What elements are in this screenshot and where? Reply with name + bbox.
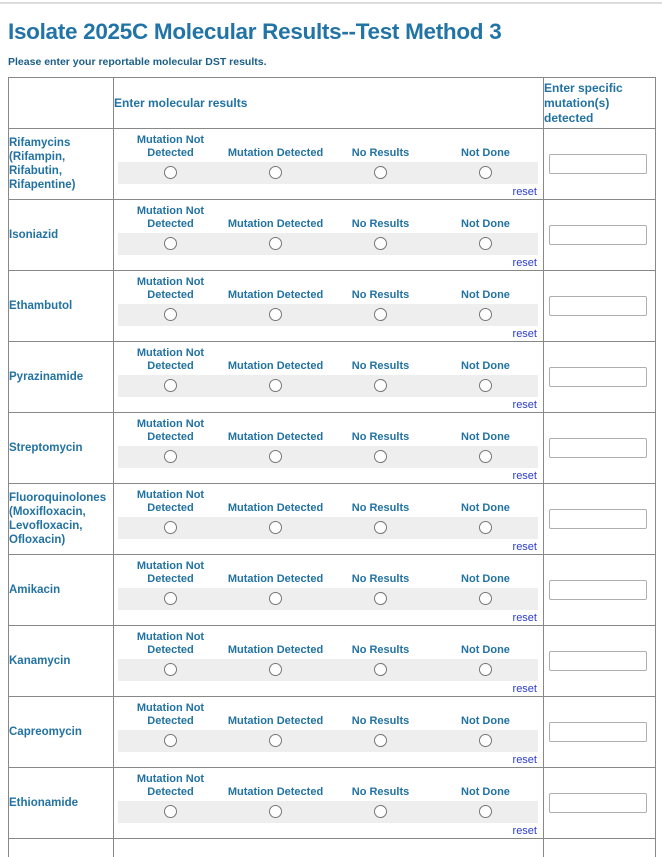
drug-name: Fluoroquinolones (Moxifloxacin, Levofloxacin, Ofloxacin)	[9, 484, 114, 555]
radio-strip	[118, 233, 538, 255]
radio-mutation-not-detected[interactable]	[164, 237, 177, 250]
specific-mutation-cell	[544, 342, 656, 413]
mutation-input[interactable]	[549, 722, 647, 742]
radio-cell	[223, 448, 328, 466]
radio-mutation-detected[interactable]	[269, 663, 282, 676]
radio-not-done[interactable]	[479, 237, 492, 250]
molecular-results-cell	[114, 200, 544, 271]
option-label-no-results: No Results	[328, 218, 433, 231]
radio-not-done[interactable]	[479, 308, 492, 321]
radio-cell	[223, 732, 328, 750]
radio-mutation-detected[interactable]	[269, 521, 282, 534]
table-row	[9, 626, 656, 697]
option-labels	[118, 342, 543, 373]
radio-mutation-detected[interactable]	[269, 379, 282, 392]
radio-mutation-detected[interactable]	[269, 166, 282, 179]
option-label-no-results: No Results	[328, 360, 433, 373]
radio-mutation-detected[interactable]	[269, 734, 282, 747]
option-label-not-done: Not Done	[433, 786, 538, 799]
option-label-mutation-detected: Mutation Detected	[223, 218, 328, 231]
drug-name: Rifamycins (Rifampin, Rifabutin, Rifapentine)	[9, 129, 114, 200]
radio-cell	[223, 661, 328, 679]
option-labels	[118, 129, 543, 160]
mutation-input[interactable]	[549, 509, 647, 529]
radio-cell	[118, 519, 223, 537]
column-header-enter-molecular-results: Enter molecular results	[114, 78, 544, 129]
radio-cell	[223, 803, 328, 821]
radio-cell	[223, 164, 328, 182]
radio-not-done[interactable]	[479, 166, 492, 179]
radio-no-results[interactable]	[374, 734, 387, 747]
radio-mutation-detected[interactable]	[269, 308, 282, 321]
reset-row	[114, 397, 543, 412]
radio-mutation-not-detected[interactable]	[164, 521, 177, 534]
radio-cell	[433, 235, 538, 253]
radio-cell	[328, 661, 433, 679]
specific-mutation-cell	[544, 484, 656, 555]
page	[0, 2, 662, 857]
option-label-mutation-detected: Mutation Detected	[223, 502, 328, 515]
option-label-mutation-not-detected: Mutation Not Detected	[118, 489, 223, 515]
option-label-not-done: Not Done	[433, 715, 538, 728]
option-labels	[118, 484, 543, 515]
column-header-enter-specific-mutations: Enter specific mutation(s) detected	[544, 78, 656, 129]
option-label-not-done: Not Done	[433, 289, 538, 302]
mutation-input[interactable]	[549, 580, 647, 600]
option-labels	[118, 271, 543, 302]
reset-row	[114, 326, 543, 341]
radio-mutation-not-detected[interactable]	[164, 734, 177, 747]
table-row	[9, 200, 656, 271]
radio-cell	[328, 803, 433, 821]
specific-mutation-cell	[544, 129, 656, 200]
specific-mutation-cell	[544, 555, 656, 626]
option-label-no-results: No Results	[328, 786, 433, 799]
option-label-mutation-not-detected: Mutation Not Detected	[118, 134, 223, 160]
radio-cell	[118, 448, 223, 466]
radio-cell	[433, 803, 538, 821]
radio-no-results[interactable]	[374, 237, 387, 250]
radio-cell	[118, 377, 223, 395]
reset-link[interactable]: reset	[513, 470, 537, 482]
specific-mutation-cell	[544, 768, 656, 839]
radio-mutation-not-detected[interactable]	[164, 592, 177, 605]
option-label-not-done: Not Done	[433, 502, 538, 515]
molecular-results-cell	[114, 626, 544, 697]
option-label-no-results: No Results	[328, 715, 433, 728]
reset-row	[114, 468, 543, 483]
radio-no-results[interactable]	[374, 592, 387, 605]
radio-cell	[223, 590, 328, 608]
radio-cell	[328, 306, 433, 324]
radio-mutation-not-detected[interactable]	[164, 805, 177, 818]
radio-cell	[433, 448, 538, 466]
radio-strip	[118, 801, 538, 823]
option-label-mutation-not-detected: Mutation Not Detected	[118, 205, 223, 231]
option-label-not-done: Not Done	[433, 218, 538, 231]
radio-not-done[interactable]	[479, 450, 492, 463]
radio-strip	[118, 588, 538, 610]
radio-no-results[interactable]	[374, 663, 387, 676]
radio-mutation-detected[interactable]	[269, 592, 282, 605]
radio-cell	[223, 306, 328, 324]
radio-cell	[223, 377, 328, 395]
radio-not-done[interactable]	[479, 663, 492, 676]
radio-cell	[328, 590, 433, 608]
radio-strip	[118, 446, 538, 468]
top-divider	[0, 2, 662, 4]
radio-not-done[interactable]	[479, 592, 492, 605]
radio-not-done[interactable]	[479, 379, 492, 392]
reset-row	[114, 255, 543, 270]
radio-cell	[433, 306, 538, 324]
table-row	[9, 484, 656, 555]
radio-cell	[328, 164, 433, 182]
option-labels	[118, 413, 543, 444]
table-row	[9, 342, 656, 413]
radio-cell	[433, 732, 538, 750]
option-label-mutation-detected: Mutation Detected	[223, 360, 328, 373]
option-label-not-done: Not Done	[433, 147, 538, 160]
reset-link[interactable]: reset	[513, 257, 537, 269]
radio-no-results[interactable]	[374, 521, 387, 534]
option-label-mutation-not-detected: Mutation Not Detected	[118, 276, 223, 302]
reset-row	[114, 184, 543, 199]
reset-link[interactable]: reset	[513, 683, 537, 695]
radio-not-done[interactable]	[479, 805, 492, 818]
radio-cell	[433, 661, 538, 679]
radio-strip	[118, 730, 538, 752]
mutation-input[interactable]	[549, 438, 647, 458]
option-label-not-done: Not Done	[433, 360, 538, 373]
table-row	[9, 413, 656, 484]
radio-cell	[433, 377, 538, 395]
radio-cell	[328, 377, 433, 395]
option-label-not-done: Not Done	[433, 644, 538, 657]
drug-name: Capreomycin	[9, 697, 114, 768]
radio-no-results[interactable]	[374, 308, 387, 321]
mutation-input[interactable]	[549, 296, 647, 316]
table-row	[9, 768, 656, 839]
mutation-input[interactable]	[549, 651, 647, 671]
option-labels	[118, 626, 543, 657]
reset-link[interactable]: reset	[513, 186, 537, 198]
option-label-mutation-detected: Mutation Detected	[223, 289, 328, 302]
molecular-results-cell	[114, 555, 544, 626]
reset-row	[114, 823, 543, 838]
radio-mutation-not-detected[interactable]	[164, 166, 177, 179]
radio-cell	[118, 235, 223, 253]
radio-cell	[433, 590, 538, 608]
reset-row	[114, 681, 543, 696]
molecular-results-cell	[114, 697, 544, 768]
radio-cell	[328, 448, 433, 466]
option-label-mutation-detected: Mutation Detected	[223, 431, 328, 444]
mutation-input[interactable]	[549, 225, 647, 245]
specific-mutation-cell	[544, 200, 656, 271]
specific-mutation-cell	[544, 271, 656, 342]
radio-cell	[118, 590, 223, 608]
option-label-mutation-detected: Mutation Detected	[223, 715, 328, 728]
radio-cell	[223, 235, 328, 253]
radio-cell	[328, 519, 433, 537]
page-subtitle: Please enter your reportable molecular DST results.	[8, 56, 654, 68]
radio-cell	[118, 306, 223, 324]
radio-no-results[interactable]	[374, 166, 387, 179]
option-label-no-results: No Results	[328, 431, 433, 444]
option-label-mutation-not-detected: Mutation Not Detected	[118, 702, 223, 728]
reset-link[interactable]: reset	[513, 825, 537, 837]
molecular-results-cell	[114, 768, 544, 839]
molecular-results-cell	[114, 413, 544, 484]
option-label-not-done: Not Done	[433, 573, 538, 586]
option-label-mutation-not-detected: Mutation Not Detected	[118, 560, 223, 586]
table-row	[9, 271, 656, 342]
option-label-not-done: Not Done	[433, 431, 538, 444]
radio-mutation-not-detected[interactable]	[164, 663, 177, 676]
mutation-input[interactable]	[549, 793, 647, 813]
radio-mutation-not-detected[interactable]	[164, 450, 177, 463]
reset-link[interactable]: reset	[513, 541, 537, 553]
drug-name: Isoniazid	[9, 200, 114, 271]
reset-link[interactable]: reset	[513, 612, 537, 624]
reset-row	[114, 752, 543, 767]
molecular-results-table	[8, 77, 656, 857]
option-label-no-results: No Results	[328, 573, 433, 586]
radio-not-done[interactable]	[479, 521, 492, 534]
drug-column-header	[9, 78, 114, 129]
radio-cell	[433, 519, 538, 537]
reset-link[interactable]: reset	[513, 399, 537, 411]
drug-name: Streptomycin	[9, 413, 114, 484]
option-labels	[118, 200, 543, 231]
specific-mutation-cell	[544, 697, 656, 768]
option-label-no-results: No Results	[328, 502, 433, 515]
radio-cell	[118, 661, 223, 679]
drug-name: Amikacin	[9, 555, 114, 626]
radio-cell	[118, 803, 223, 821]
radio-mutation-detected[interactable]	[269, 237, 282, 250]
radio-no-results[interactable]	[374, 379, 387, 392]
option-label-no-results: No Results	[328, 289, 433, 302]
table-row	[9, 697, 656, 768]
option-labels	[118, 697, 543, 728]
radio-strip	[118, 375, 538, 397]
mutation-input[interactable]	[549, 367, 647, 387]
radio-no-results[interactable]	[374, 805, 387, 818]
table-row	[9, 555, 656, 626]
option-label-mutation-detected: Mutation Detected	[223, 644, 328, 657]
radio-cell	[328, 732, 433, 750]
reset-link[interactable]: reset	[513, 328, 537, 340]
drug-name: Ethionamide	[9, 768, 114, 839]
molecular-results-cell	[114, 484, 544, 555]
table-header-row	[9, 78, 656, 129]
radio-cell	[118, 164, 223, 182]
option-label-mutation-not-detected: Mutation Not Detected	[118, 418, 223, 444]
molecular-results-cell	[114, 342, 544, 413]
radio-mutation-detected[interactable]	[269, 805, 282, 818]
radio-cell	[433, 164, 538, 182]
radio-cell	[118, 732, 223, 750]
option-label-no-results: No Results	[328, 147, 433, 160]
radio-no-results[interactable]	[374, 450, 387, 463]
radio-mutation-not-detected[interactable]	[164, 308, 177, 321]
molecular-results-cell	[114, 271, 544, 342]
option-labels	[118, 555, 543, 586]
specific-mutation-cell	[544, 413, 656, 484]
table-row	[9, 129, 656, 200]
molecular-results-cell	[114, 129, 544, 200]
radio-strip	[118, 304, 538, 326]
drug-name: Kanamycin	[9, 626, 114, 697]
option-label-mutation-not-detected: Mutation Not Detected	[118, 347, 223, 373]
radio-strip	[118, 517, 538, 539]
option-label-mutation-detected: Mutation Detected	[223, 573, 328, 586]
radio-cell	[223, 519, 328, 537]
radio-cell	[328, 235, 433, 253]
drug-name: Pyrazinamide	[9, 342, 114, 413]
option-label-mutation-not-detected: Mutation Not Detected	[118, 631, 223, 657]
specific-mutation-cell	[544, 626, 656, 697]
mutation-input[interactable]	[549, 154, 647, 174]
option-labels	[118, 768, 543, 799]
radio-strip	[118, 162, 538, 184]
reset-link[interactable]: reset	[513, 754, 537, 766]
radio-strip	[118, 659, 538, 681]
radio-not-done[interactable]	[479, 734, 492, 747]
option-label-mutation-not-detected: Mutation Not Detected	[118, 773, 223, 799]
option-label-mutation-detected: Mutation Detected	[223, 147, 328, 160]
page-title: Isolate 2025C Molecular Results--Test Method 3	[8, 17, 654, 46]
reset-row	[114, 610, 543, 625]
radio-mutation-detected[interactable]	[269, 450, 282, 463]
table-row-clipped	[9, 839, 656, 857]
radio-mutation-not-detected[interactable]	[164, 379, 177, 392]
option-label-mutation-detected: Mutation Detected	[223, 786, 328, 799]
option-label-no-results: No Results	[328, 644, 433, 657]
reset-row	[114, 539, 543, 554]
drug-name: Ethambutol	[9, 271, 114, 342]
